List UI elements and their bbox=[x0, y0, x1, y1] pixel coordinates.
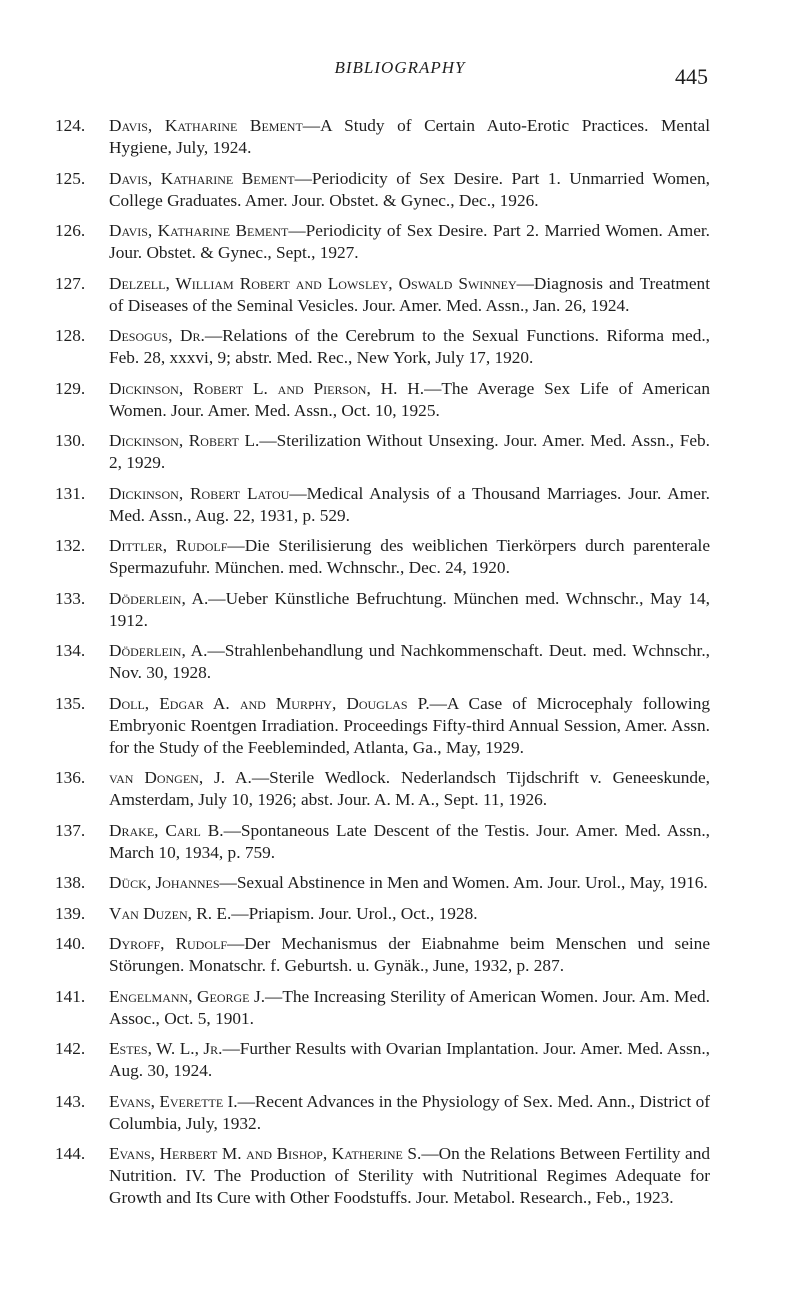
entry-text: —Sterilization Without Unsexing. Jour. Amer. Med. Assn., Feb. 2, 1929. bbox=[109, 431, 710, 472]
entry-number: 138. bbox=[55, 873, 86, 892]
entry-author: Davis, Katharine Bement bbox=[109, 116, 303, 135]
entry-number: 124. bbox=[55, 116, 86, 135]
entry-author: Engelmann, George J. bbox=[109, 986, 266, 1006]
entry-text: —Ueber Künstliche Befruchtung. München med. Wchnschr., May 14, 1912. bbox=[109, 588, 710, 630]
entry-text: —Periodicity of Sex Desire. Part 2. Married Women. Amer. Jour. Obstet. & Gynec., Sept., 1927. bbox=[109, 221, 710, 262]
bibliography-entry bbox=[55, 820, 710, 864]
bibliography-entry bbox=[55, 1038, 710, 1082]
bibliography-entry bbox=[55, 378, 710, 422]
bibliography-entry bbox=[55, 430, 710, 474]
entry-author: Dickinson, Robert L. bbox=[109, 431, 260, 450]
bibliography-entry bbox=[55, 273, 710, 317]
entry-number: 139. bbox=[55, 903, 86, 923]
entry-author: Desogus, Dr. bbox=[109, 326, 205, 345]
entry-author: Van Duzen, R. E. bbox=[109, 903, 232, 923]
entry-number: 137. bbox=[55, 820, 86, 840]
entry-number: 143. bbox=[55, 1091, 86, 1111]
entry-text: —Further Results with Ovarian Implantation. Jour. Amer. Med. Assn., Aug. 30, 1924. bbox=[109, 1039, 710, 1080]
entry-number: 133. bbox=[55, 588, 86, 608]
entry-number: 141. bbox=[55, 986, 86, 1006]
entry-text: —Periodicity of Sex Desire. Part 1. Unmarried Women, College Graduates. Amer. Jour. Obstet. & Gynec., Dec., 1926. bbox=[109, 168, 710, 210]
entry-text: —The Average Sex Life of American Women. Jour. Amer. Med. Assn., Oct. 10, 1925. bbox=[109, 378, 710, 420]
bibliography-entry bbox=[55, 640, 710, 684]
entry-author: Evans, Everette I. bbox=[109, 1091, 238, 1111]
entry-author: Drake, Carl B. bbox=[109, 820, 224, 840]
entry-number: 132. bbox=[55, 536, 86, 555]
bibliography-entry bbox=[55, 115, 710, 159]
entry-author: Döderlein, A. bbox=[109, 641, 208, 660]
entry-number: 135. bbox=[55, 693, 86, 713]
entry-author: Dittler, Rudolf bbox=[109, 536, 228, 555]
bibliography-list bbox=[55, 115, 710, 1218]
bibliography-entry bbox=[55, 903, 710, 925]
entry-author: Döderlein, A. bbox=[109, 588, 209, 608]
entry-number: 128. bbox=[55, 326, 86, 345]
entry-number: 140. bbox=[55, 934, 86, 953]
entry-text: —Sterile Wedlock. Nederlandsch Tijdschrift v. Geneeskunde, Amsterdam, July 10, 1926; abst. Jour. A. M. A., Sept. 11, 1926. bbox=[109, 768, 710, 809]
entry-text: —The Increasing Sterility of American Women. Jour. Am. Med. Assoc., Oct. 5, 1901. bbox=[109, 986, 710, 1028]
bibliography-entry bbox=[55, 1091, 710, 1135]
entry-text: —Die Sterilisierung des weiblichen Tierkörpers durch parenterale Spermazufuhr. München. med. Wchnschr., Dec. 24, 1920. bbox=[109, 536, 710, 577]
entry-text: —Strahlenbehandlung und Nachkommenschaft. Deut. med. Wchnschr., Nov. 30, 1928. bbox=[109, 641, 710, 682]
entry-author: Dyroff, Rudolf bbox=[109, 934, 228, 953]
bibliography-entry bbox=[55, 483, 710, 527]
entry-text: —Relations of the Cerebrum to the Sexual Functions. Riforma med., Feb. 28, xxxvi, 9; abstr. Med. Rec., New York, July 17, 1920. bbox=[109, 326, 710, 367]
bibliography-entry bbox=[55, 872, 710, 894]
bibliography-entry bbox=[55, 535, 710, 579]
entry-author: Davis, Katharine Bement bbox=[109, 168, 295, 188]
entry-number: 125. bbox=[55, 168, 86, 188]
entry-author: Evans, Herbert M. and Bishop, Katherine S. bbox=[109, 1144, 422, 1163]
bibliography-entry bbox=[55, 1143, 710, 1209]
entry-text: —A Study of Certain Auto-Erotic Practices. Mental Hygiene, July, 1924. bbox=[109, 116, 710, 157]
entry-text: —Priapism. Jour. Urol., Oct., 1928. bbox=[231, 903, 478, 923]
entry-text: —Medical Analysis of a Thousand Marriages. Jour. Amer. Med. Assn., Aug. 22, 1931, p. 529. bbox=[109, 483, 710, 525]
entry-text: —Recent Advances in the Physiology of Sex. Med. Ann., District of Columbia, July, 1932. bbox=[109, 1091, 710, 1133]
entry-author: Dück, Johannes bbox=[109, 873, 220, 892]
bibliography-entry bbox=[55, 220, 710, 264]
entry-text: —Spontaneous Late Descent of the Testis. Jour. Amer. Med. Assn., March 10, 1934, p. 759. bbox=[109, 820, 710, 862]
bibliography-entry bbox=[55, 325, 710, 369]
page-number: 445 bbox=[675, 64, 708, 89]
entry-number: 131. bbox=[55, 483, 86, 503]
entry-author: Davis, Katharine Bement bbox=[109, 221, 289, 240]
entry-text: —Sexual Abstinence in Men and Women. Am. Jour. Urol., May, 1916. bbox=[219, 873, 708, 892]
entry-author: Dickinson, Robert Latou bbox=[109, 483, 290, 503]
running-title: BIBLIOGRAPHY bbox=[334, 58, 466, 77]
entry-author: Doll, Edgar A. and Murphy, Douglas P. bbox=[109, 693, 430, 713]
bibliography-entry bbox=[55, 986, 710, 1030]
entry-number: 127. bbox=[55, 273, 86, 293]
entry-number: 144. bbox=[55, 1144, 86, 1163]
bibliography-entry bbox=[55, 767, 710, 811]
entry-number: 130. bbox=[55, 431, 86, 450]
entry-author: Delzell, William Robert and Lowsley, Oswald Swinney bbox=[109, 273, 517, 293]
bibliography-entry bbox=[55, 588, 710, 632]
entry-text: —On the Relations Between Fertility and Nutrition. IV. The Production of Sterility with Nutritional Regimes Adequate for Growth and Its Cure with Other Foodstuffs. Jour. Metabol. Research., Feb., 1923. bbox=[109, 1144, 710, 1207]
bibliography-entry bbox=[55, 693, 710, 759]
entry-author: Dickinson, Robert L. and Pierson, H. H. bbox=[109, 378, 425, 398]
entry-text: —Der Mechanismus der Eiabnahme beim Menschen und seine Störungen. Monatschr. f. Geburtsh. u. Gynäk., June, 1932, p. 287. bbox=[109, 934, 710, 975]
entry-number: 126. bbox=[55, 221, 86, 240]
entry-number: 129. bbox=[55, 378, 86, 398]
entry-number: 134. bbox=[55, 641, 86, 660]
bibliography-entry bbox=[55, 933, 710, 977]
entry-text: —A Case of Microcephaly following Embryonic Roentgen Irradiation. Proceedings Fifty-third Annual Session, Amer. Assn. for the Study of the Feebleminded, Atlanta, Ga., May, 1929. bbox=[109, 693, 710, 757]
bibliography-entry bbox=[55, 168, 710, 212]
entry-text: —Diagnosis and Treatment of Diseases of the Seminal Vesicles. Jour. Amer. Med. Assn., Jan. 26, 1924. bbox=[109, 273, 710, 315]
entry-number: 136. bbox=[55, 768, 86, 787]
entry-author: Estes, W. L., Jr. bbox=[109, 1039, 223, 1058]
entry-number: 142. bbox=[55, 1039, 86, 1058]
entry-author: van Dongen, J. A. bbox=[109, 768, 252, 787]
